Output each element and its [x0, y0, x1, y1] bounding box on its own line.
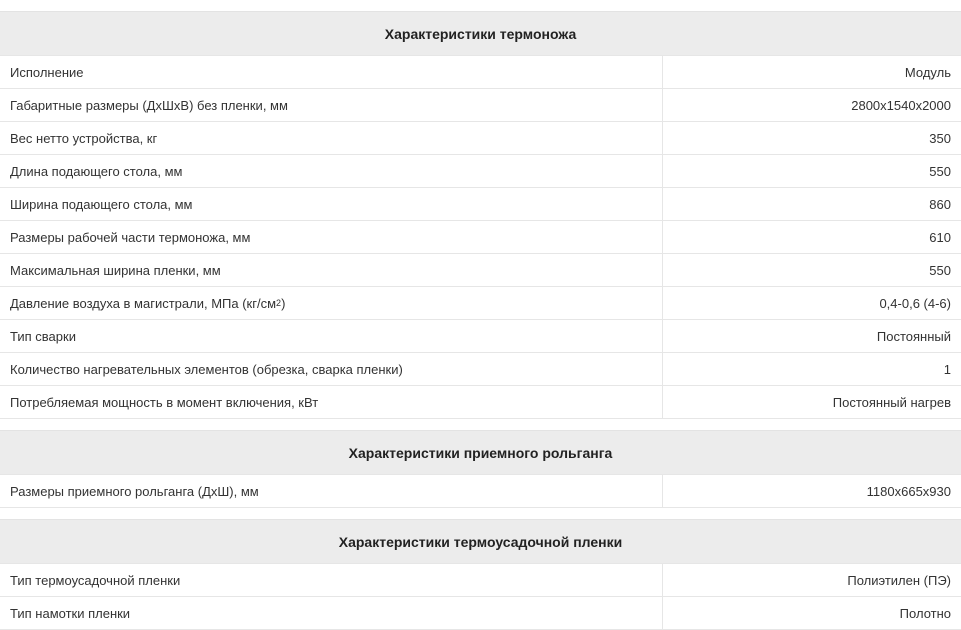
spec-name: Исполнение [0, 56, 663, 88]
spec-name: Размеры приемного рольганга (ДхШ), мм [0, 475, 663, 507]
spec-section-thermal-knife [0, 11, 961, 419]
spec-row [0, 596, 961, 630]
spec-row [0, 88, 961, 121]
spec-value: Полотно [899, 605, 951, 621]
spec-value: 860 [929, 196, 951, 212]
spec-name: Тип термоусадочной пленки [0, 564, 663, 596]
spec-name: Тип намотки пленки [0, 597, 663, 629]
spec-name: Вес нетто устройства, кг [0, 122, 663, 154]
spec-name: Тип сварки [0, 320, 663, 352]
spec-name: Ширина подающего стола, мм [0, 188, 663, 220]
spec-name: Размеры рабочей части термоножа, мм [0, 221, 663, 253]
spec-value: 550 [929, 262, 951, 278]
spec-row [0, 385, 961, 419]
section-title: Характеристики термоножа [0, 11, 961, 55]
spec-section-roller-table [0, 430, 961, 508]
spec-name-suffix: ) [281, 295, 286, 311]
spec-row [0, 154, 961, 187]
spec-name: Длина подающего стола, мм [0, 155, 663, 187]
spec-value: 0,4-0,6 (4-6) [879, 295, 951, 311]
spec-value: 350 [929, 130, 951, 146]
spec-row [0, 121, 961, 154]
spec-row [0, 563, 961, 596]
spec-row [0, 253, 961, 286]
spec-row [0, 220, 961, 253]
spec-name-text: Давление воздуха в магистрали, МПа (кг/см [10, 295, 277, 311]
spec-row [0, 187, 961, 220]
spec-row [0, 474, 961, 508]
spec-value: Полиэтилен (ПЭ) [847, 572, 951, 588]
superscript: 2 [276, 298, 282, 308]
spec-value: 550 [929, 163, 951, 179]
spec-value: Модуль [904, 64, 951, 80]
spec-name: Максимальная ширина пленки, мм [0, 254, 663, 286]
spec-value: Постоянный нагрев [832, 394, 951, 410]
spec-value: 610 [929, 229, 951, 245]
spec-name: Количество нагревательных элементов (обрезка, сварка пленки) [0, 353, 663, 385]
spec-name: Потребляемая мощность в момент включения, кВт [0, 386, 663, 418]
spec-value: 1 [943, 361, 951, 377]
spec-row [0, 319, 961, 352]
spec-name: Габаритные размеры (ДхШхВ) без пленки, мм [0, 89, 663, 121]
spec-row [0, 352, 961, 385]
spec-name [0, 287, 663, 319]
section-title: Характеристики термоусадочной пленки [0, 519, 961, 563]
spec-row [0, 286, 961, 319]
section-title: Характеристики приемного рольганга [0, 430, 961, 474]
spec-row [0, 55, 961, 88]
spec-value: 1180х665х930 [866, 483, 951, 499]
spec-value: 2800х1540х2000 [851, 97, 951, 113]
spec-section-shrink-film [0, 519, 961, 630]
spec-value: Постоянный [876, 328, 951, 344]
